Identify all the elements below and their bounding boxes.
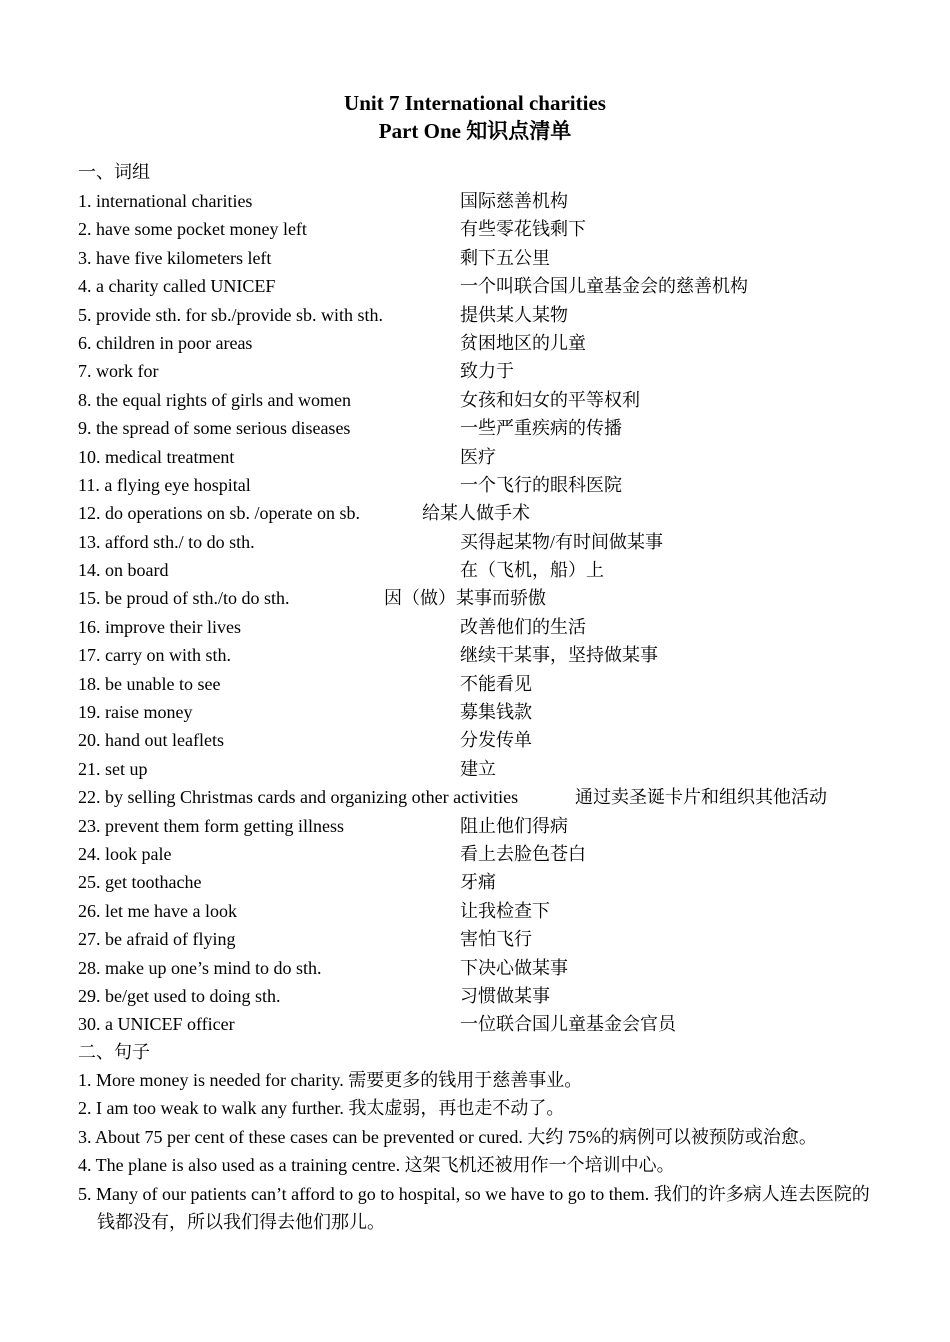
phrase-chinese: 看上去脸色苍白	[460, 843, 586, 864]
phrase-row	[78, 783, 898, 811]
phrase-chinese: 在（飞机，船）上	[460, 560, 604, 581]
phrase-row	[78, 244, 898, 272]
phrase-english: 5. provide sth. for sb./provide sb. with sth.	[78, 304, 383, 325]
phrase-english: 21. set up	[78, 758, 148, 779]
phrase-row	[78, 755, 898, 783]
phrase-english: 28. make up one’s mind to do sth.	[78, 957, 322, 978]
phrase-row	[78, 641, 898, 669]
phrase-chinese: 一个飞行的眼科医院	[460, 474, 622, 495]
phrase-english: 4. a charity called UNICEF	[78, 276, 276, 297]
sentence-item: 4. The plane is also used as a training centre. 这架飞机还被用作一个培训中心。	[78, 1155, 675, 1176]
phrase-english: 26. let me have a look	[78, 900, 237, 921]
phrase-chinese: 不能看见	[460, 673, 532, 694]
phrase-row	[78, 528, 898, 556]
phrase-row	[78, 471, 898, 499]
phrase-row	[78, 443, 898, 471]
phrase-list	[78, 187, 898, 1039]
phrase-chinese: 下决心做某事	[460, 957, 568, 978]
phrase-english: 6. children in poor areas	[78, 332, 253, 353]
phrase-english: 19. raise money	[78, 702, 193, 723]
sentence-item: 1. More money is needed for charity. 需要更多的钱用于慈善事业。	[78, 1070, 583, 1090]
phrase-chinese: 致力于	[460, 361, 514, 382]
sentence-item: 5. Many of our patients can’t afford to go to hospital, so we have to go to them. 我们的许多病人连去医院的钱都没有，所以我们得去他们那儿。	[78, 1183, 870, 1233]
phrase-chinese: 一个叫联合国儿童基金会的慈善机构	[460, 276, 748, 297]
phrase-chinese: 习惯做某事	[460, 985, 550, 1006]
phrase-row	[78, 840, 898, 868]
phrase-english: 30. a UNICEF officer	[78, 1014, 235, 1035]
phrase-row	[78, 301, 898, 329]
section-heading-sentences: 二、句子	[78, 1042, 150, 1062]
phrase-chinese: 买得起某物/有时间做某事	[460, 531, 663, 552]
sentence-item: 3. About 75 per cent of these cases can be prevented or cured. 大约 75%的病例可以被预防或治愈。	[78, 1126, 817, 1147]
phrase-chinese: 女孩和妇女的平等权利	[460, 389, 640, 410]
phrase-chinese: 提供某人某物	[460, 304, 568, 325]
phrase-english: 11. a flying eye hospital	[78, 474, 251, 495]
phrase-row	[78, 897, 898, 925]
phrase-row	[78, 698, 898, 726]
phrase-row	[78, 272, 898, 300]
phrase-english: 27. be afraid of flying	[78, 929, 236, 950]
sentence-item: 2. I am too weak to walk any further. 我太虚弱，再也走不动了。	[78, 1098, 565, 1119]
phrase-english: 1. international charities	[78, 191, 253, 211]
phrase-row	[78, 329, 898, 357]
phrase-english: 15. be proud of sth./to do sth.	[78, 588, 290, 609]
sentence-list	[78, 1066, 878, 1236]
phrase-row	[78, 357, 898, 385]
phrase-english: 8. the equal rights of girls and women	[78, 389, 351, 410]
phrase-chinese: 让我检查下	[460, 900, 550, 921]
phrase-row	[78, 812, 898, 840]
phrase-chinese: 继续干某事，坚持做某事	[460, 645, 658, 666]
section-heading-phrases: 一、词组	[78, 162, 150, 182]
phrase-chinese: 剩下五公里	[460, 247, 550, 268]
phrase-english: 7. work for	[78, 361, 159, 382]
phrase-row	[78, 556, 898, 584]
phrase-chinese: 一位联合国儿童基金会官员	[460, 1014, 676, 1035]
phrase-row	[78, 670, 898, 698]
phrase-row	[78, 386, 898, 414]
phrase-chinese: 建立	[460, 758, 496, 779]
phrase-row	[78, 584, 898, 612]
phrase-english: 20. hand out leaflets	[78, 730, 224, 751]
document-title: Unit 7 International charities	[344, 91, 606, 115]
phrase-english: 12. do operations on sb. /operate on sb.	[78, 503, 360, 524]
phrase-row	[78, 925, 898, 953]
phrase-chinese: 阻止他们得病	[460, 815, 568, 836]
phrase-chinese: 贫困地区的儿童	[460, 332, 586, 353]
phrase-chinese: 通过卖圣诞卡片和组织其他活动	[575, 787, 827, 808]
phrase-chinese: 医疗	[460, 446, 496, 467]
phrase-english: 9. the spread of some serious diseases	[78, 418, 351, 439]
phrase-english: 2. have some pocket money left	[78, 219, 307, 240]
phrase-row	[78, 954, 898, 982]
phrase-english: 22. by selling Christmas cards and organizing other activities	[78, 787, 519, 808]
phrase-english: 25. get toothache	[78, 872, 202, 893]
phrase-chinese: 募集钱款	[460, 702, 532, 723]
phrase-english: 14. on board	[78, 560, 169, 581]
phrase-chinese: 一些严重疾病的传播	[460, 418, 622, 439]
phrase-chinese: 有些零花钱剩下	[460, 219, 586, 240]
phrase-chinese: 分发传单	[460, 730, 532, 751]
phrase-english: 18. be unable to see	[78, 673, 221, 694]
phrase-row	[78, 1010, 898, 1038]
phrase-chinese: 国际慈善机构	[460, 191, 568, 211]
phrase-english: 29. be/get used to doing sth.	[78, 985, 281, 1006]
phrase-chinese: 害怕飞行	[460, 929, 532, 950]
phrase-english: 3. have five kilometers left	[78, 247, 272, 268]
phrase-row	[78, 982, 898, 1010]
phrase-row	[78, 868, 898, 896]
phrase-row	[78, 726, 898, 754]
phrase-english: 17. carry on with sth.	[78, 645, 231, 666]
phrase-row	[78, 215, 898, 243]
phrase-row	[78, 187, 898, 215]
document-subtitle: Part One 知识点清单	[378, 119, 572, 143]
phrase-row	[78, 613, 898, 641]
phrase-english: 23. prevent them form getting illness	[78, 815, 344, 836]
phrase-chinese: 给某人做手术	[422, 503, 530, 524]
phrase-chinese: 改善他们的生活	[460, 616, 586, 637]
phrase-row	[78, 414, 898, 442]
phrase-row	[78, 499, 898, 527]
phrase-chinese: 因（做）某事而骄傲	[384, 588, 546, 609]
phrase-english: 13. afford sth./ to do sth.	[78, 531, 255, 552]
phrase-english: 16. improve their lives	[78, 616, 241, 637]
phrase-english: 24. look pale	[78, 843, 172, 864]
phrase-chinese: 牙痛	[460, 872, 496, 893]
phrase-english: 10. medical treatment	[78, 446, 235, 467]
